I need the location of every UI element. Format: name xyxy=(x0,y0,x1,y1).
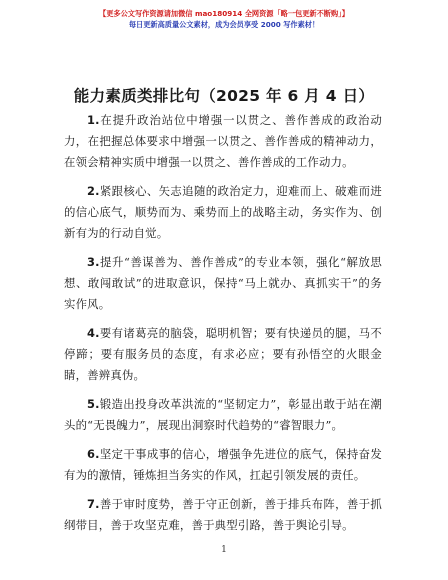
paragraph-2 xyxy=(64,181,382,244)
paragraph-number: 7. xyxy=(87,497,100,511)
paragraph-number: 4. xyxy=(87,326,100,340)
promo-line-2: 每日更新高质量公文素材，成为会员享受 2000 写作素材！ xyxy=(128,20,320,29)
paragraph-text: 坚定干事成事的信心，增强争先进位的底气，保持奋发有为的激情，锤炼担当务实的作风，扛起引领发展的责任。 xyxy=(64,447,382,482)
document-body xyxy=(64,110,382,544)
paragraph-text: 善于审时度势，善于守正创新，善于排兵布阵，善于抓纲带目，善于攻坚克难，善于典型引路，善于舆论引导。 xyxy=(64,497,382,532)
promo-line-1: 【更多公文写作资源请加微信 mao180914 全网资源「略一包更新不断购」】 xyxy=(99,9,349,18)
paragraph-4 xyxy=(64,323,382,386)
paragraph-number: 5. xyxy=(87,397,100,411)
page-number: 1 xyxy=(221,545,227,555)
paragraph-number: 3. xyxy=(87,255,100,269)
paragraph-text: 提升“善谋善为、善作善成”的专业本领，强化“解放思想、敢闯敢试”的进取意识，保持“马上就办、真抓实干”的务实作风。 xyxy=(64,255,382,311)
paragraph-text: 锻造出投身改革洪流的“坚韧定力”，彰显出敢于站在潮头的“无畏魄力”，展现出洞察时代趋势的“睿智眼力”。 xyxy=(64,397,382,432)
paragraph-1 xyxy=(64,110,382,173)
paragraph-number: 1. xyxy=(87,113,100,127)
paragraph-7 xyxy=(64,494,382,536)
paragraph-text: 要有诸葛亮的脑袋，聪明机智；要有快递员的腿，马不停蹄；要有服务员的态度，有求必应；要有孙悟空的火眼金睛，善辨真伪。 xyxy=(64,326,382,382)
paragraph-text: 紧跟核心、矢志追随的政治定力，迎难而上、破难而进的信心底气，顺势而为、乘势而上的战略主动，务实作为、创新有为的行动自觉。 xyxy=(64,184,382,240)
paragraph-number: 2. xyxy=(87,184,100,198)
document-title: 能力素质类排比句（2025 年 6 月 4 日） xyxy=(73,87,375,105)
paragraph-number: 6. xyxy=(87,447,100,461)
paragraph-5 xyxy=(64,394,382,436)
paragraph-6 xyxy=(64,444,382,486)
promo-banner xyxy=(0,8,448,30)
paragraph-text: 在提升政治站位中增强一以贯之、善作善成的政治动力，在把握总体要求中增强一以贯之、善作善成的精神动力，在领会精神实质中增强一以贯之、善作善成的工作动力。 xyxy=(64,113,382,169)
paragraph-3 xyxy=(64,252,382,315)
